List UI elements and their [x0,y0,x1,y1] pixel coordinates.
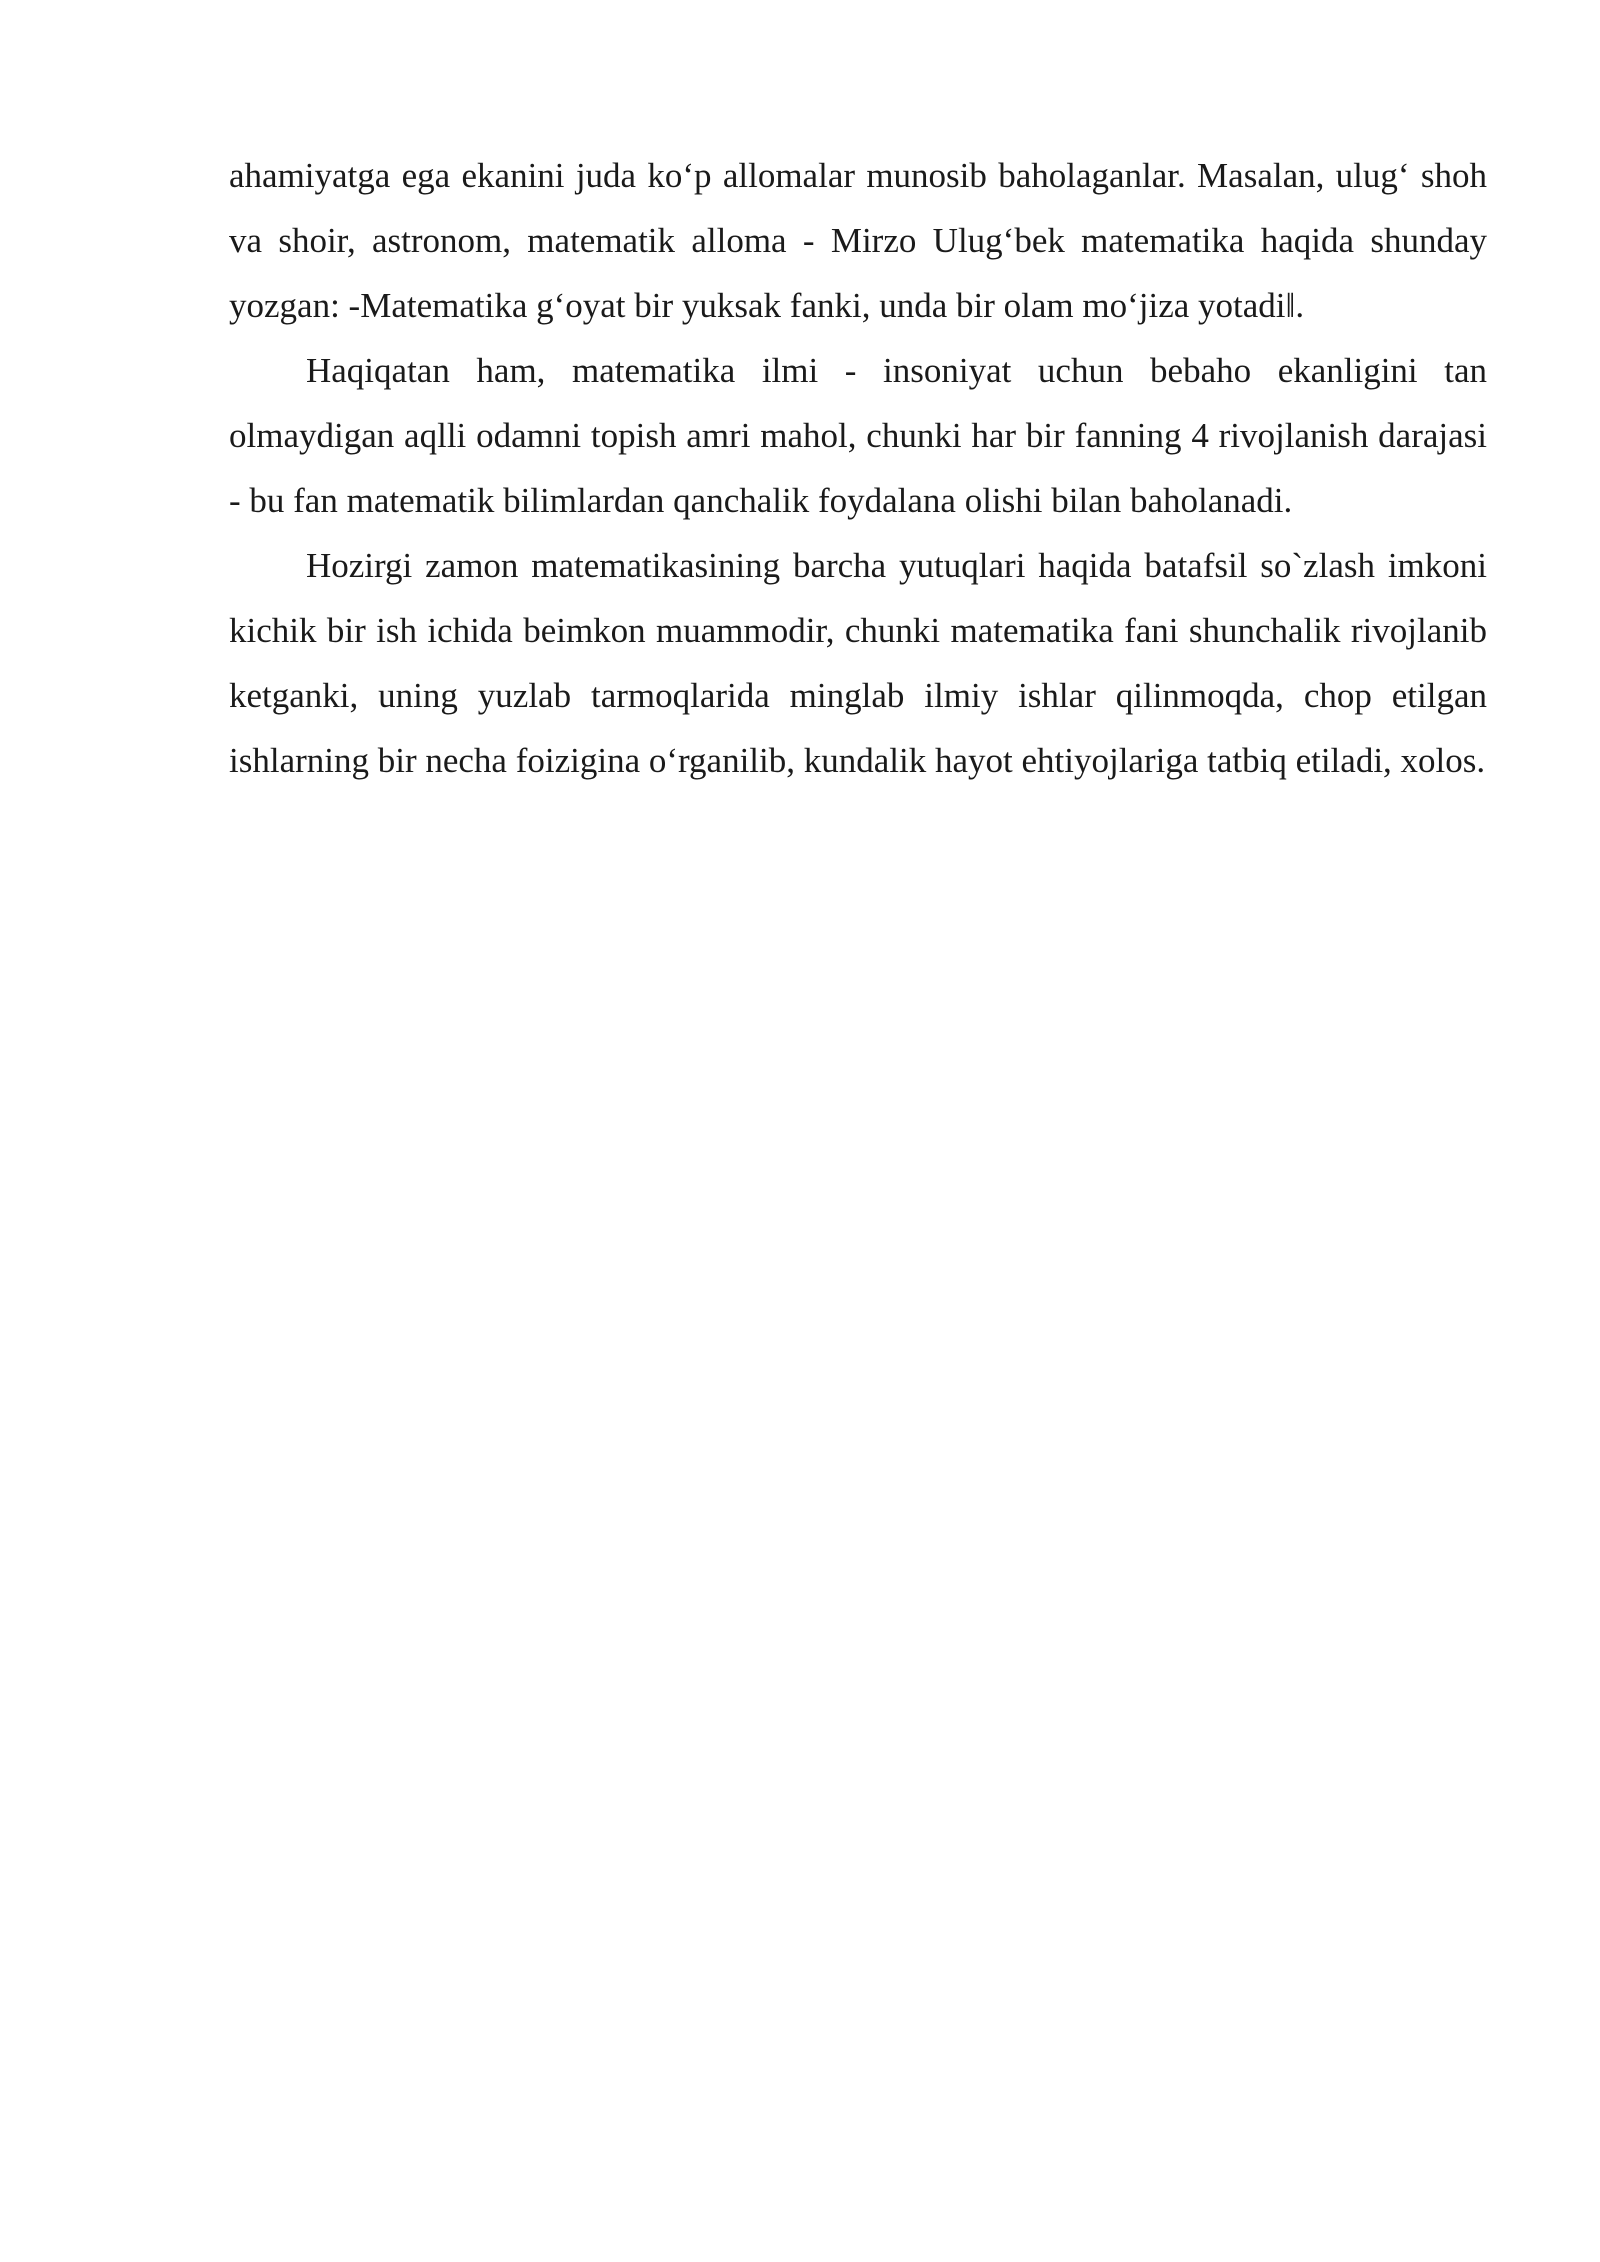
paragraph: Hozirgi zamon matematikasining barcha yutuqlari haqida batafsil so`zlash imkoni kichik bir ish ichida beimkon muammodir, chunki matematika fani shunchalik rivojlanib ketganki, uning yuzlab tarmoqlarida minglab ilmiy ishlar qilinmoqda, chop etilgan ishlarning bir necha foizigina o‘rganilib, kundalik hayot ehtiyojlariga tatbiq etiladi, xolos. [229,546,1487,780]
paragraph-continuation: ahamiyatga ega ekanini juda ko‘p allomalar munosib baholaganlar. Masalan, ulug‘ shoh va shoir, astronom, matematik alloma - Mirzo Ulug‘bek matematika haqida shunday yozgan: -Matematika g‘oyat bir yuksak fanki, unda bir olam mo‘jiza yotadi‖. [229,156,1487,325]
paragraph: Haqiqatan ham, matematika ilmi - insoniyat uchun bebaho ekanligini tan olmaydigan aqlli odamni topish amri mahol, chunki har bir fanning 4 rivojlanish darajasi - bu fan matematik bilimlardan qanchalik foydalana olishi bilan baholanadi. [229,351,1487,520]
body-text [229,143,1487,793]
